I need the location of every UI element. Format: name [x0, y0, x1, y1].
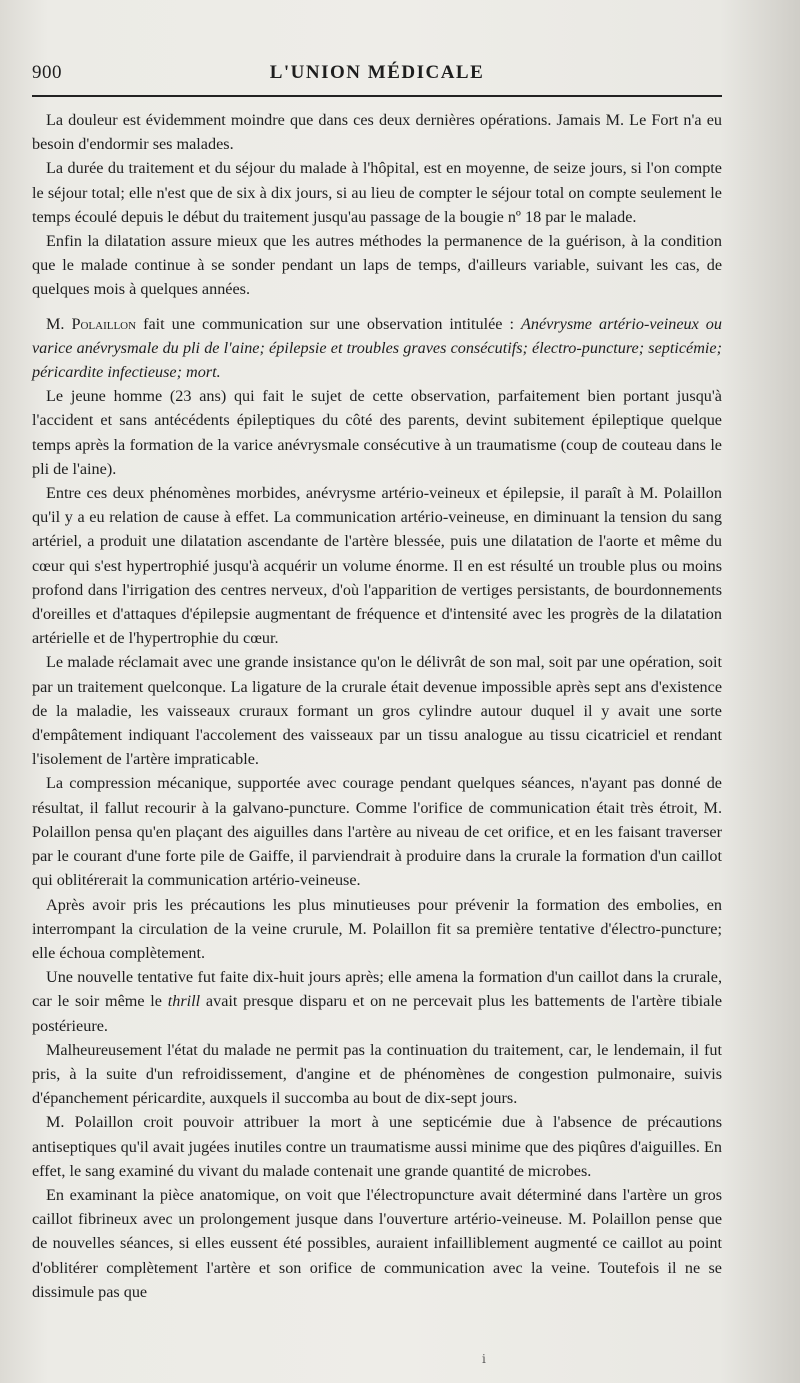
paragraph: Le jeune homme (23 ans) qui fait le sujet de cette observation, parfaitement bien portant jusqu'à l'accident et sans antécédents épileptiques du côté des parents, devint subitement épileptique quelque temps après la formation de la varice anévrysmale consécutive à un traumatisme (coup de couteau dans le pli de l'aine).	[32, 387, 722, 478]
communication-title: Anévrysme artério-veineux ou varice anévrysmale du pli de l'aine; épilepsie et troubles graves consécutifs; électro-puncture; septicémie; péricardite infectieuse; mort.	[32, 314, 722, 382]
header-rule	[32, 95, 722, 97]
paragraph	[32, 965, 722, 1038]
journal-title: L'UNION MÉDICALE	[269, 62, 485, 83]
communication-prefix: M.	[46, 314, 72, 333]
ink-speck: ⅰ	[482, 1352, 486, 1366]
paragraph: En examinant la pièce anatomique, on voit que l'électropuncture avait déterminé dans l'artère un gros caillot fibrineux avec un prolongement jusque dans l'ouverture artério-veineuse. M. Polaillon pense que de nouvelles séances, si elles eussent été possibles, auraient infailliblement augmenté ce caillot au point d'oblitérer complètement l'artère et son orifice de communication avec la veine. Toutefois il ne se dissimule pas que	[32, 1185, 722, 1301]
paragraph: Après avoir pris les précautions les plus minutieuses pour prévenir la formation des embolies, en interrompant la circulation de la veine crurule, M. Polaillon fit sa première tentative d'électro-puncture; elle échoua complètement.	[32, 895, 722, 962]
page-number: 900	[32, 62, 62, 83]
paragraph: Le malade réclamait avec une grande insistance qu'on le délivrât de son mal, soit par une opération, soit par un traitement quelconque. La ligature de la crurale était devenue impossible après sept ans d'existence de la maladie, les vaisseaux cruraux formant un gros cylindre autour duquel il y avait une sorte d'empâtement indiquant l'accolement des vaisseaux par un tissu analogue au tissu cicatriciel et rendant l'isolement de l'artère impraticable.	[32, 653, 722, 769]
communication-heading	[32, 312, 722, 385]
thrill-before: Une nouvelle tentative fut faite dix-huit jours après; elle amena la formation d'un caillot dans la crurale, car le soir même le	[32, 968, 722, 1011]
thrill-after: avait presque disparu et on ne percevait plus les battements de l'artère tibiale postérieure.	[32, 992, 723, 1035]
paragraph: M. Polaillon croit pouvoir attribuer la mort à une septicémie due à l'absence de précautions antiseptiques qu'il avait jugées inutiles contre un traumatisme aussi minime que des piqûres d'aiguilles. En effet, le sang examiné du vivant du malade contenait une grande quantité de microbes.	[32, 1113, 722, 1180]
paragraph: Enfin la dilatation assure mieux que les autres méthodes la permanence de la guérison, à la condition que le malade continue à se sonder pendant un laps de temps, d'ailleurs variable, suivant les cas, de quelques mois à quelques années.	[32, 232, 722, 299]
article-body	[32, 108, 722, 1304]
paragraph: La douleur est évidemment moindre que dans ces deux dernières opérations. Jamais M. Le Fort n'a eu besoin d'endormir ses malades.	[32, 111, 722, 154]
author-name: Polaillon	[71, 314, 137, 333]
paragraph: Entre ces deux phénomènes morbides, anévrysme artério-veineux et épilepsie, il paraît à M. Polaillon qu'il y a eu relation de cause à effet. La communication artério-veineuse, en diminuant la tension du sang artériel, a produit une dilatation ascendante de l'artère blessée, puis une dilatation de l'aorte et même du cœur qui s'est hypertrophié jusqu'à acquérir un volume énorme. Il en est résulté un trouble plus ou moins profond dans l'irrigation des centres nerveux, d'où l'apparition de vertiges persistants, de bourdonnements d'oreilles et d'attaques d'épilepsie augmentant de fréquence et d'intensité avec les progrès de la dilatation artérielle et de l'hypertrophie du cœur.	[32, 484, 722, 648]
paragraph: La durée du traitement et du séjour du malade à l'hôpital, est en moyenne, de seize jours, si l'on compte le séjour total; elle n'est que de six à dix jours, si au lieu de compter le séjour total on compte seulement le temps écoulé depuis le début du traitement jusqu'au passage de la bougie nº 18 par le malade.	[32, 159, 722, 226]
communication-intro: fait une communication sur une observation intitulée :	[136, 314, 521, 333]
paragraph: Malheureusement l'état du malade ne permit pas la continuation du traitement, car, le lendemain, il fut pris, à la suite d'un refroidissement, d'angine et de phénomènes de congestion pulmonaire, suivis d'épanchement péricardite, auxquels il succomba au bout de dix-sept jours.	[32, 1040, 722, 1108]
thrill-word: thrill	[167, 992, 201, 1011]
running-header	[32, 58, 722, 90]
paragraph: La compression mécanique, supportée avec courage pendant quelques séances, n'ayant pas donné de résultat, il fallut recourir à la galvano-puncture. Comme l'orifice de communication était très étroit, M. Polaillon pensa qu'en plaçant des aiguilles dans l'artère au niveau de cet orifice, et en les faisant traverser par le courant d'une forte pile de Gaiffe, il parviendrait à produire dans la crurale la formation d'un caillot qui oblitérerait la communication artério-veineuse.	[32, 774, 722, 890]
